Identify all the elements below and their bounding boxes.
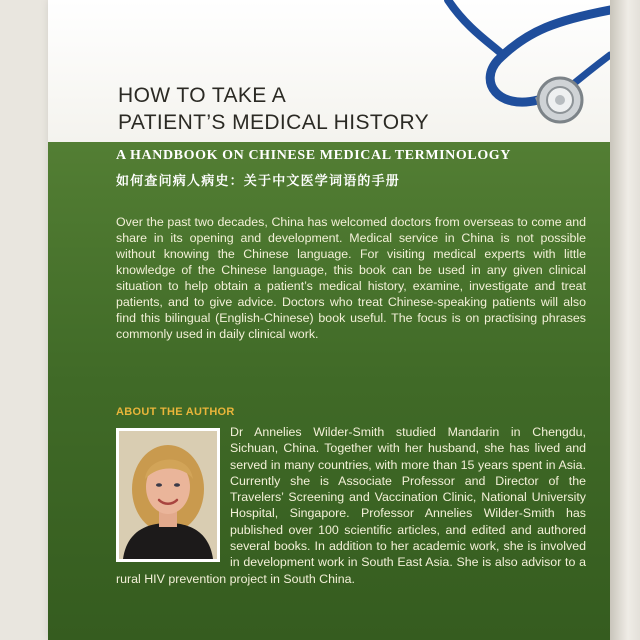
subtitle-chinese: 如何查问病人病史：关于中文医学词语的手册 <box>116 174 401 189</box>
about-author-heading: ABOUT THE AUTHOR <box>116 406 235 418</box>
book-title <box>118 82 429 136</box>
title-line-2: PATIENT’S MEDICAL HISTORY <box>118 111 430 134</box>
author-bio <box>116 424 586 587</box>
cover-header-panel <box>48 0 610 142</box>
photo-spacer <box>116 424 230 560</box>
title-line-1: HOW TO TAKE A <box>118 84 287 107</box>
page-edge <box>610 0 640 640</box>
subtitle-english: A HANDBOOK ON CHINESE MEDICAL TERMINOLOGY <box>116 148 512 163</box>
author-bio-text: Dr Annelies Wilder-Smith studied Mandarin in Chengdu, Sichuan, China. Together with her husband, she has lived and served in many countries, with more than 15 years spent in Asia. Currently she is Associate Professor and Director of the Travelers’ Screening and Vaccination Clinic, National University Hospital, Singapore. Professor Annelies Wilder-Smith has published over 100 scientific articles, and edited and authored several books. In addition to her academic work, she is involved in development work in South East Asia. She is also advisor to a rural HIV prevention project in South China. <box>116 425 586 586</box>
book-back-cover <box>48 0 610 640</box>
book-blurb: Over the past two decades, China has welcomed doctors from overseas to come and share in its opening and development. Medical service in China is not possible without knowing the Chinese language. For visiting medical experts with little knowledge of the Chinese language, this book can be used in any given clinical situation to help obtain a patient’s medical history, examine, investigate and treat patients, and to give advice. Doctors who treat Chinese-speaking patients will also find this bilingual (English-Chinese) book useful. The focus is on practising phrases commonly used in daily clinical work. <box>116 215 586 341</box>
